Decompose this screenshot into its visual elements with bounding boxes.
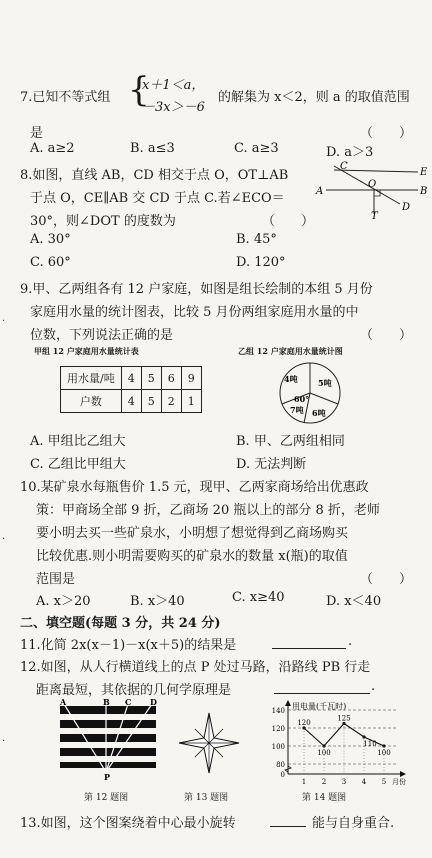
q11-text: 11.化简 2x(x－1)－x(x＋5)的结果是 (20, 638, 237, 653)
q8-option-c: C. 60° (30, 255, 71, 270)
q8-label-a: A (316, 186, 324, 197)
x-tick-label: 5 (381, 778, 387, 786)
q9-option-a: A. 甲组比乙组大 (30, 434, 126, 449)
y-tick-label: 100 (271, 743, 285, 751)
data-label: 100 (317, 749, 331, 757)
binding-mark: · (2, 316, 6, 327)
x-tick-label: 2 (321, 778, 327, 786)
fig14-caption: 第 14 题图 (302, 793, 347, 803)
crosswalk-stripe (60, 706, 156, 714)
q7-ineq2: －3x＞－6 (142, 100, 205, 115)
q8-label-t: T (371, 211, 378, 222)
pie-label-5t: 5吨 (318, 378, 332, 388)
q8-label-d: D (402, 202, 411, 213)
fig12-label-a: A (60, 697, 67, 707)
table-cell: 1 (181, 390, 201, 413)
chart-title: 用电量(千瓦时) (292, 702, 347, 711)
q7-brace: { (128, 70, 150, 110)
q7-ineq1: x＋1＜a， (142, 78, 205, 93)
q10-line3: 要小明去买一些矿泉水，小明想了想觉得到乙商场购买 (36, 526, 349, 541)
q9-option-c: C. 乙组比甲组大 (30, 457, 126, 472)
fig13-star-pattern (176, 710, 242, 776)
q12-period: . (371, 679, 376, 694)
fig12-label-p: P (104, 772, 111, 782)
table-cell: 2 (161, 390, 181, 413)
fig12-caption: 第 12 题图 (84, 793, 129, 803)
table-row (61, 390, 202, 413)
q9-paren: （ ） (360, 328, 413, 343)
q10-option-c: C. x≥40 (232, 590, 285, 605)
fig12-label-c: C (125, 697, 132, 707)
q8-label-o: O (368, 179, 377, 190)
table-cell: 4 (121, 390, 141, 413)
q7-option-c: C. a≥3 (234, 141, 279, 156)
x-tick-label: 1 (301, 778, 307, 786)
y-tick-label: 0 (280, 771, 285, 779)
q10-option-a: A. x＞20 (36, 594, 91, 609)
q10-line4: 比较优惠.则小明需要购买的矿泉水的数量 x(瓶)的取值 (36, 549, 348, 564)
pie-label-angle: 60° (294, 394, 310, 404)
data-label: 100 (377, 749, 391, 757)
pie-label-7t: 7吨 (290, 405, 304, 415)
x-tick-label: 4 (361, 778, 367, 786)
table-cell: 户数 (61, 390, 122, 413)
q8-paren: （ ） (262, 214, 315, 229)
pie-label-6t: 6吨 (312, 408, 326, 418)
q8-line3: 30°，则∠DOT 的度数为 (30, 214, 176, 229)
table-cell: 6 (161, 367, 181, 390)
table-cell: 9 (181, 367, 201, 390)
q8-option-d: D. 120° (236, 255, 286, 270)
q8-line1: 8.如图，直线 AB，CD 相交于点 O，OT⊥AB (20, 168, 289, 183)
y-tick-label: 120 (271, 725, 285, 733)
q12-answer-blank[interactable] (274, 693, 370, 694)
q8-line2: 于点 O，CE∥AB 交 CD 于点 C.若∠ECO＝ (30, 191, 285, 206)
fig14-line-chart (262, 700, 412, 786)
q7-stem-a: 7.已知不等式组 (20, 90, 111, 105)
x-axis-arrow (400, 771, 406, 777)
table-cell: 5 (141, 367, 161, 390)
q11-period: . (348, 634, 353, 649)
table-cell: 用水量/吨 (61, 367, 122, 390)
q10-paren: （ ） (360, 572, 413, 587)
pie-label-4t: 4吨 (284, 374, 298, 384)
fig12-label-b: B (103, 697, 110, 707)
q13-text-a: 13.如图，这个图案绕着中心最小旋转 (20, 816, 236, 831)
q10-line5: 范围是 (36, 572, 76, 587)
q12-line2: 距离最短，其依据的几何学原理是 (36, 683, 232, 698)
q7-stem-c: 是 (30, 126, 44, 141)
q8-figure (318, 160, 428, 220)
fig12-crosswalk (54, 697, 166, 782)
q8-label-c: C (340, 161, 348, 172)
q9-water-table (60, 366, 202, 413)
table-row (61, 367, 202, 390)
q7-option-d: D. a＞3 (326, 145, 374, 160)
q10-line2: 策：甲商场全部 9 折，乙商场 20 瓶以上的部分 8 折，老师 (36, 503, 380, 518)
q7-option-a: A. a≥2 (30, 141, 75, 156)
q7-paren: （ ） (360, 126, 413, 141)
q10-option-d: D. x＜40 (326, 594, 382, 609)
q8-option-b: B. 45° (236, 232, 277, 247)
q13-text-b: 能与自身重合. (312, 816, 395, 831)
q9-pie-chart (270, 360, 350, 426)
data-label: 120 (297, 719, 311, 727)
data-label: 125 (337, 714, 351, 723)
table-cell: 4 (121, 367, 141, 390)
q9-line1: 9.甲、乙两组各有 12 户家庭，如图是组长绘制的本组 5 月份 (20, 282, 373, 297)
q10-line1: 10.某矿泉水每瓶售价 1.5 元，现甲、乙两家商场给出优惠政 (20, 480, 369, 495)
fig13-caption: 第 13 题图 (184, 793, 229, 803)
x-axis-label: 月份 (392, 778, 406, 786)
crosswalk-stripe (60, 748, 156, 756)
q9-line2: 家庭用水量的统计图表，比较 5 月份两组家庭用水量的中 (30, 305, 359, 320)
q8-label-b: B (420, 186, 428, 197)
y-tick-label: 140 (271, 707, 285, 715)
x-tick-label: 3 (341, 778, 347, 786)
q7-option-b: B. a≤3 (130, 141, 175, 156)
q8-label-e: E (420, 167, 428, 178)
section-fill-blank-title: 二、填空题(每题 3 分，共 24 分) (20, 616, 221, 631)
q7-stem (20, 86, 110, 105)
q12-line1: 12.如图，从人行横道线上的点 P 处过马路，沿路线 PB 行走 (20, 660, 371, 675)
q9-pie-title: 乙组 12 户家庭用水量统计图 (238, 346, 343, 356)
binding-mark: · (2, 534, 6, 545)
crosswalk-stripe (60, 734, 156, 742)
q9-option-b: B. 甲、乙两组相同 (236, 434, 345, 449)
q9-line3: 位数，下列说法正确的是 (30, 328, 174, 343)
q11-answer-blank[interactable] (272, 648, 346, 649)
table-cell: 5 (141, 390, 161, 413)
q9-option-d: D. 无法判断 (236, 457, 307, 472)
y-tick-label: 80 (276, 761, 285, 769)
fig12-label-d: D (150, 697, 157, 707)
q13-answer-blank[interactable] (270, 826, 306, 827)
q8-option-a: A. 30° (30, 232, 71, 247)
binding-mark: · (2, 736, 6, 747)
y-axis-arrow (285, 700, 291, 706)
q9-table-title: 甲组 12 户家庭用水量统计表 (34, 346, 139, 356)
q7-stem-b: 的解集为 x＜2，则 a 的取值范围 (218, 90, 410, 105)
data-label: 110 (363, 740, 377, 748)
q10-option-b: B. x＞40 (130, 594, 185, 609)
